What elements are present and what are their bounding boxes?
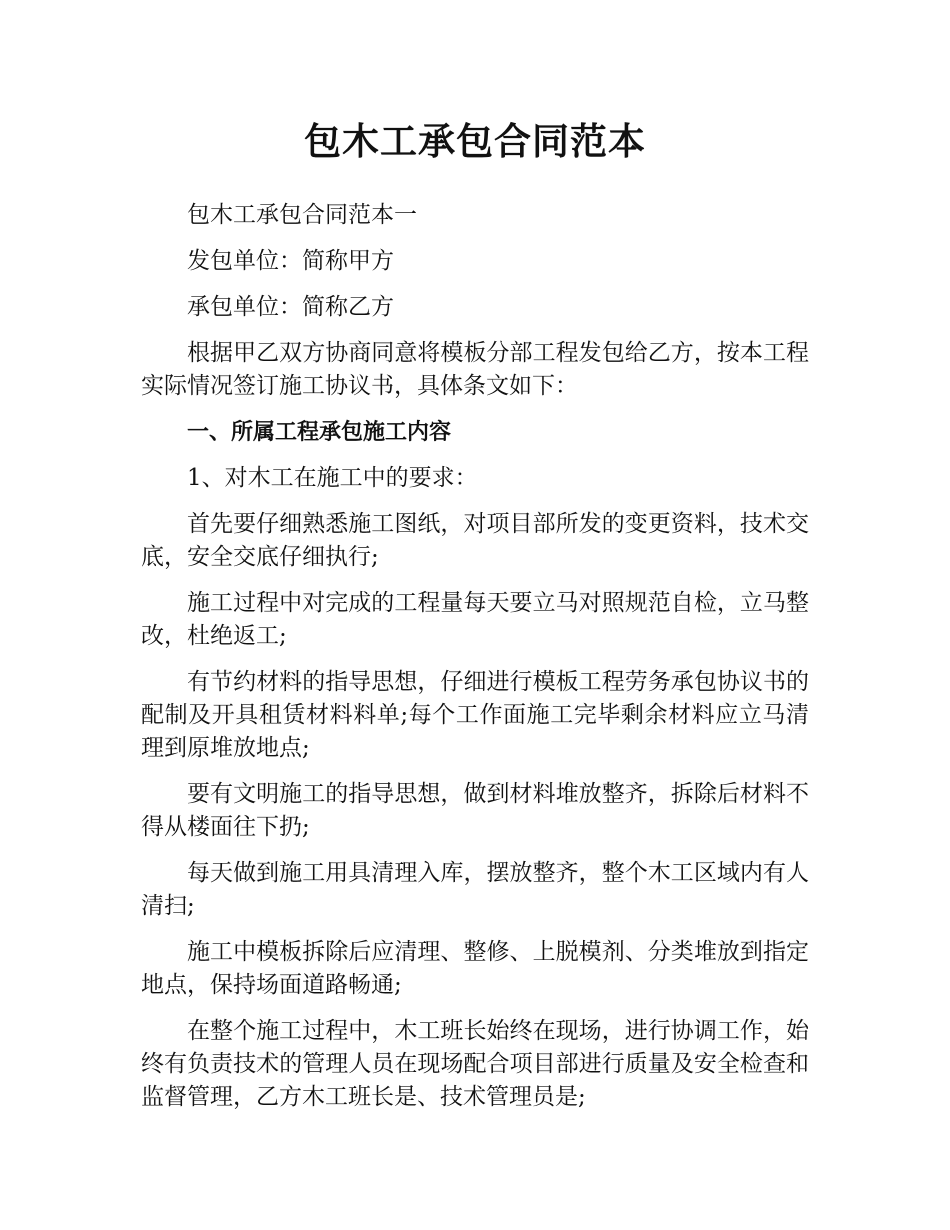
paragraph-requirements-intro: 1、对木工在施工中的要求：: [187, 465, 478, 491]
paragraph-requirement-civilized: 要有文明施工的指导思想，做到材料堆放整齐，拆除后材料不得从楼面往下扔;: [141, 781, 809, 840]
paragraph-requirement-drawings: 首先要仔细熟悉施工图纸，对项目部所发的变更资料，技术交底，安全交底仔细执行;: [141, 511, 809, 570]
paragraph-requirement-self-check: 施工过程中对完成的工程量每天要立马对照规范自检，立马整改，杜绝返工;: [141, 590, 809, 649]
document-title: 包木工承包合同范本: [304, 120, 646, 163]
document-body: [141, 199, 809, 1127]
paragraph-requirement-supervision: 在整个施工过程中，木工班长始终在现场，进行协调工作，始终有负责技术的管理人员在现场配合项目部进行质量及安全检查和监督管理，乙方木工班长是、技术管理员是;: [141, 1018, 809, 1110]
paragraph-party-a: 发包单位：简称甲方: [187, 248, 394, 274]
paragraph-requirement-formwork: 施工中模板拆除后应清理、整修、上脱模剂、分类堆放到指定地点，保持场面道路畅通;: [141, 939, 809, 998]
section-heading-1: 一、所属工程承包施工内容: [187, 420, 452, 445]
paragraph-contract-subtitle: 包木工承包合同范本一: [187, 202, 417, 228]
paragraph-requirement-tools: 每天做到施工用具清理入库，摆放整齐，整个木工区域内有人清扫;: [141, 860, 809, 919]
paragraph-preamble: 根据甲乙双方协商同意将模板分部工程发包给乙方，按本工程实际情况签订施工协议书，具体条文如下：: [141, 340, 809, 399]
paragraph-party-b: 承包单位：简称乙方: [187, 294, 394, 320]
paragraph-requirement-materials: 有节约材料的指导思想，仔细进行模板工程劳务承包协议书的配制及开具租赁材料料单;每个工作面施工完毕剩余材料应立马清理到原堆放地点;: [141, 669, 809, 761]
